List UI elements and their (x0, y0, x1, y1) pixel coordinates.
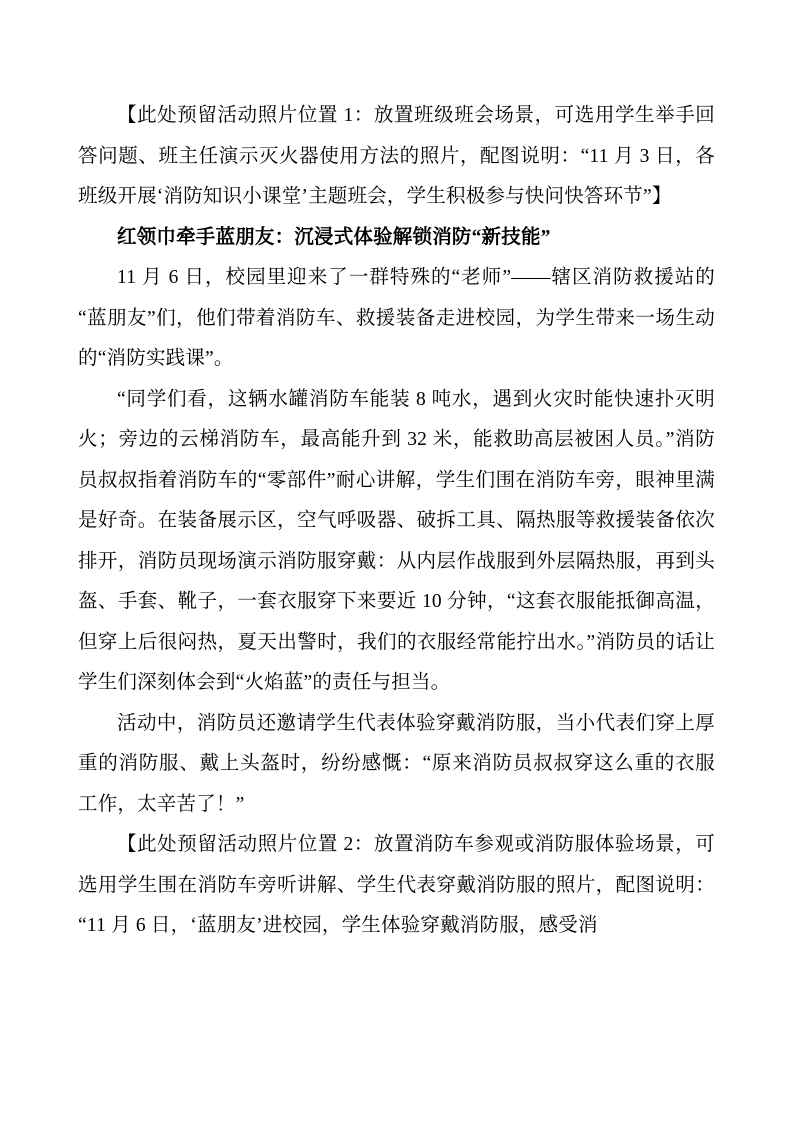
document-content (78, 96, 715, 947)
paragraph-photo-placeholder-1: 【此处预留活动照片位置 1：放置班级班会场景，可选用学生举手回答问题、班主任演示灭火器使用方法的照片，配图说明：“11 月 3 日，各班级开展‘消防知识小课堂’主题班会，学生积极参与快问快答环节”】 (78, 105, 715, 207)
paragraph-photo-placeholder-2: 【此处预留活动照片位置 2：放置消防车参观或消防服体验场景，可选用学生围在消防车旁听讲解、学生代表穿戴消防服的照片，配图说明：“11 月 6 日，‘蓝朋友’进校园，学生体验穿戴消防服，感受消 (78, 834, 715, 936)
paragraph-experience: 活动中，消防员还邀请学生代表体验穿戴消防服，当小代表们穿上厚重的消防服、戴上头盔时，纷纷感慨：“原来消防员叔叔穿这么重的衣服工作，太辛苦了！” (78, 712, 715, 815)
paragraph-intro: 11 月 6 日，校园里迎来了一群特殊的“老师”——辖区消防救援站的“蓝朋友”们，他们带着消防车、救援装备走进校园，为学生带来一场生动的“消防实践课”。 (78, 267, 715, 369)
paragraph-equipment: “同学们看，这辆水罐消防车能装 8 吨水，遇到火灾时能快速扑灭明火；旁边的云梯消防车，最高能升到 32 米，能救助高层被困人员。”消防员叔叔指着消防车的“零部件”耐心讲解，学生们围在消防车旁，眼神里满是好奇。在装备展示区，空气呼吸器、破拆工具、隔热服等救援装备依次排开，消防员现场演示消防服穿戴：从内层作战服到外层隔热服，再到头盔、手套、靴子，一套衣服穿下来要近 10 分钟，“这套衣服能抵御高温，但穿上后很闷热，夏天出警时，我们的衣服经常能拧出水。”消防员的话让学生们深刻体会到“火焰蓝”的责任与担当。 (78, 388, 715, 693)
section-heading: 红领巾牵手蓝朋友：沉浸式体验解锁消防“新技能” (117, 226, 551, 248)
